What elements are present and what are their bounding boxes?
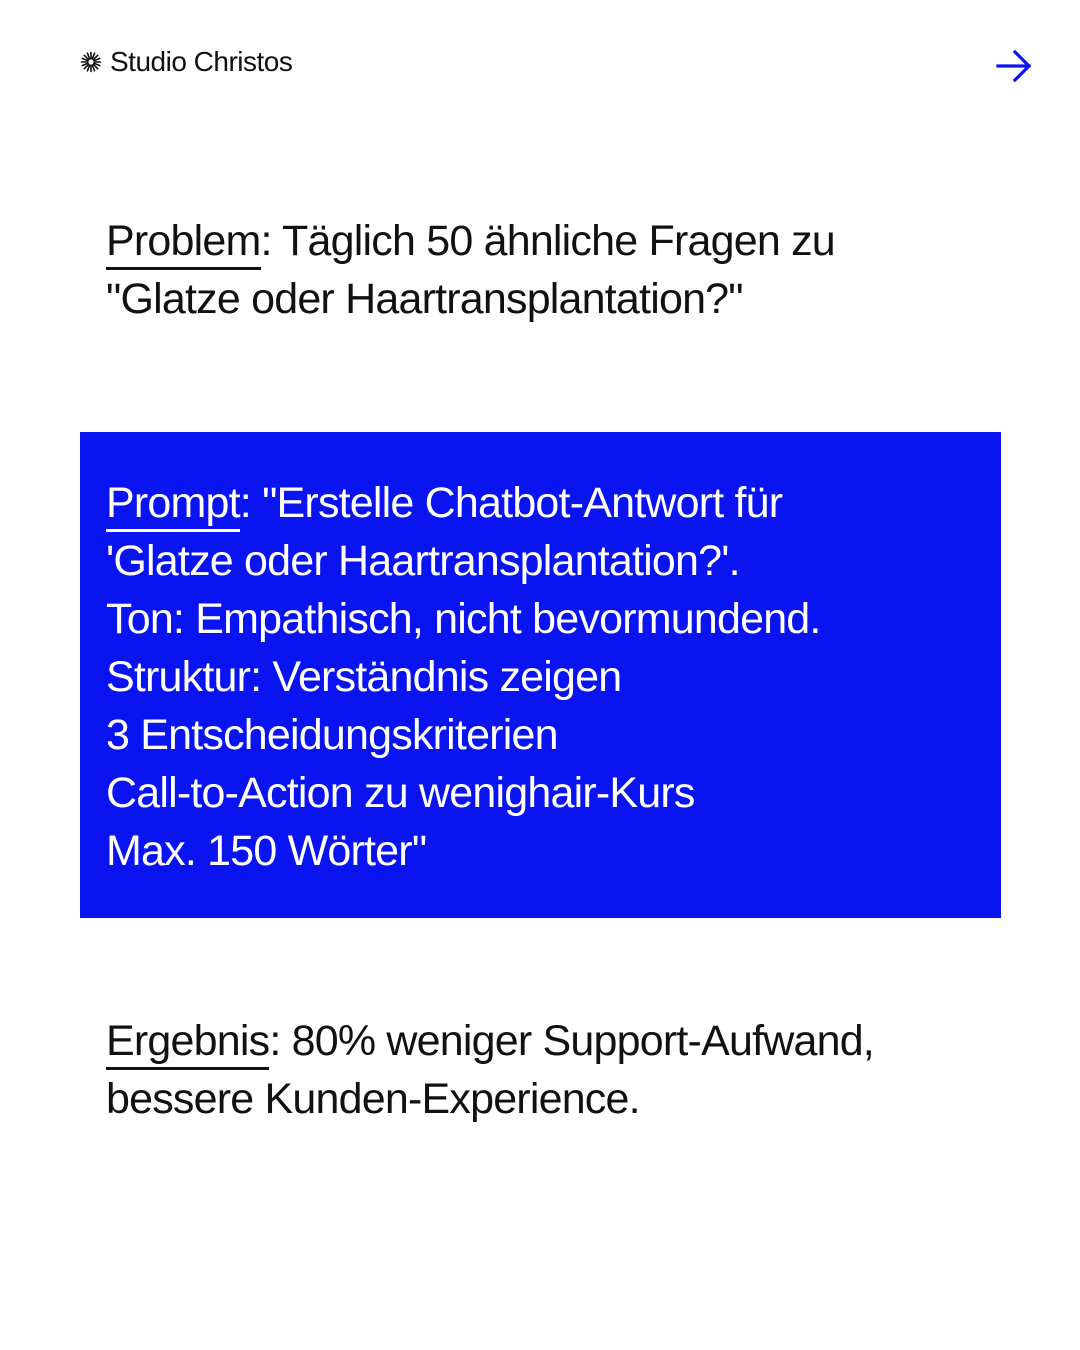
brand-header <box>80 46 292 78</box>
problem-line-1-text: : Täglich 50 ähnliche Fragen zu <box>260 217 835 265</box>
prompt-line-1-text: : "Erstelle Chatbot-Antwort für <box>239 479 783 527</box>
result-line-1 <box>106 1012 1006 1070</box>
prompt-line: Max. 150 Wörter" <box>106 827 427 875</box>
prompt-line: Call-to-Action zu wenighair-Kurs <box>106 769 695 817</box>
prompt-line: 'Glatze oder Haartransplantation?'. <box>106 537 740 585</box>
problem-keyword: Problem <box>106 215 261 270</box>
problem-statement <box>106 212 1006 328</box>
prompt-statement <box>106 474 1006 880</box>
arrow-right-icon[interactable] <box>994 46 1034 86</box>
result-line-2: bessere Kunden-Experience. <box>106 1075 640 1123</box>
prompt-line: Struktur: Verständnis zeigen <box>106 653 622 701</box>
result-keyword: Ergebnis <box>106 1015 269 1070</box>
result-line-1-text: : 80% weniger Support-Aufwand, <box>269 1017 874 1065</box>
prompt-line: Ton: Empathisch, nicht bevormundend. <box>106 595 821 643</box>
problem-line-2: "Glatze oder Haartransplantation?" <box>106 275 743 323</box>
prompt-keyword: Prompt <box>106 477 240 532</box>
result-statement <box>106 1012 1006 1128</box>
brand-name: Studio Christos <box>110 46 293 77</box>
prompt-line-1 <box>106 474 1006 532</box>
starburst-icon <box>80 51 102 73</box>
prompt-line: 3 Entscheidungskriterien <box>106 711 558 759</box>
problem-line-1 <box>106 212 1006 270</box>
